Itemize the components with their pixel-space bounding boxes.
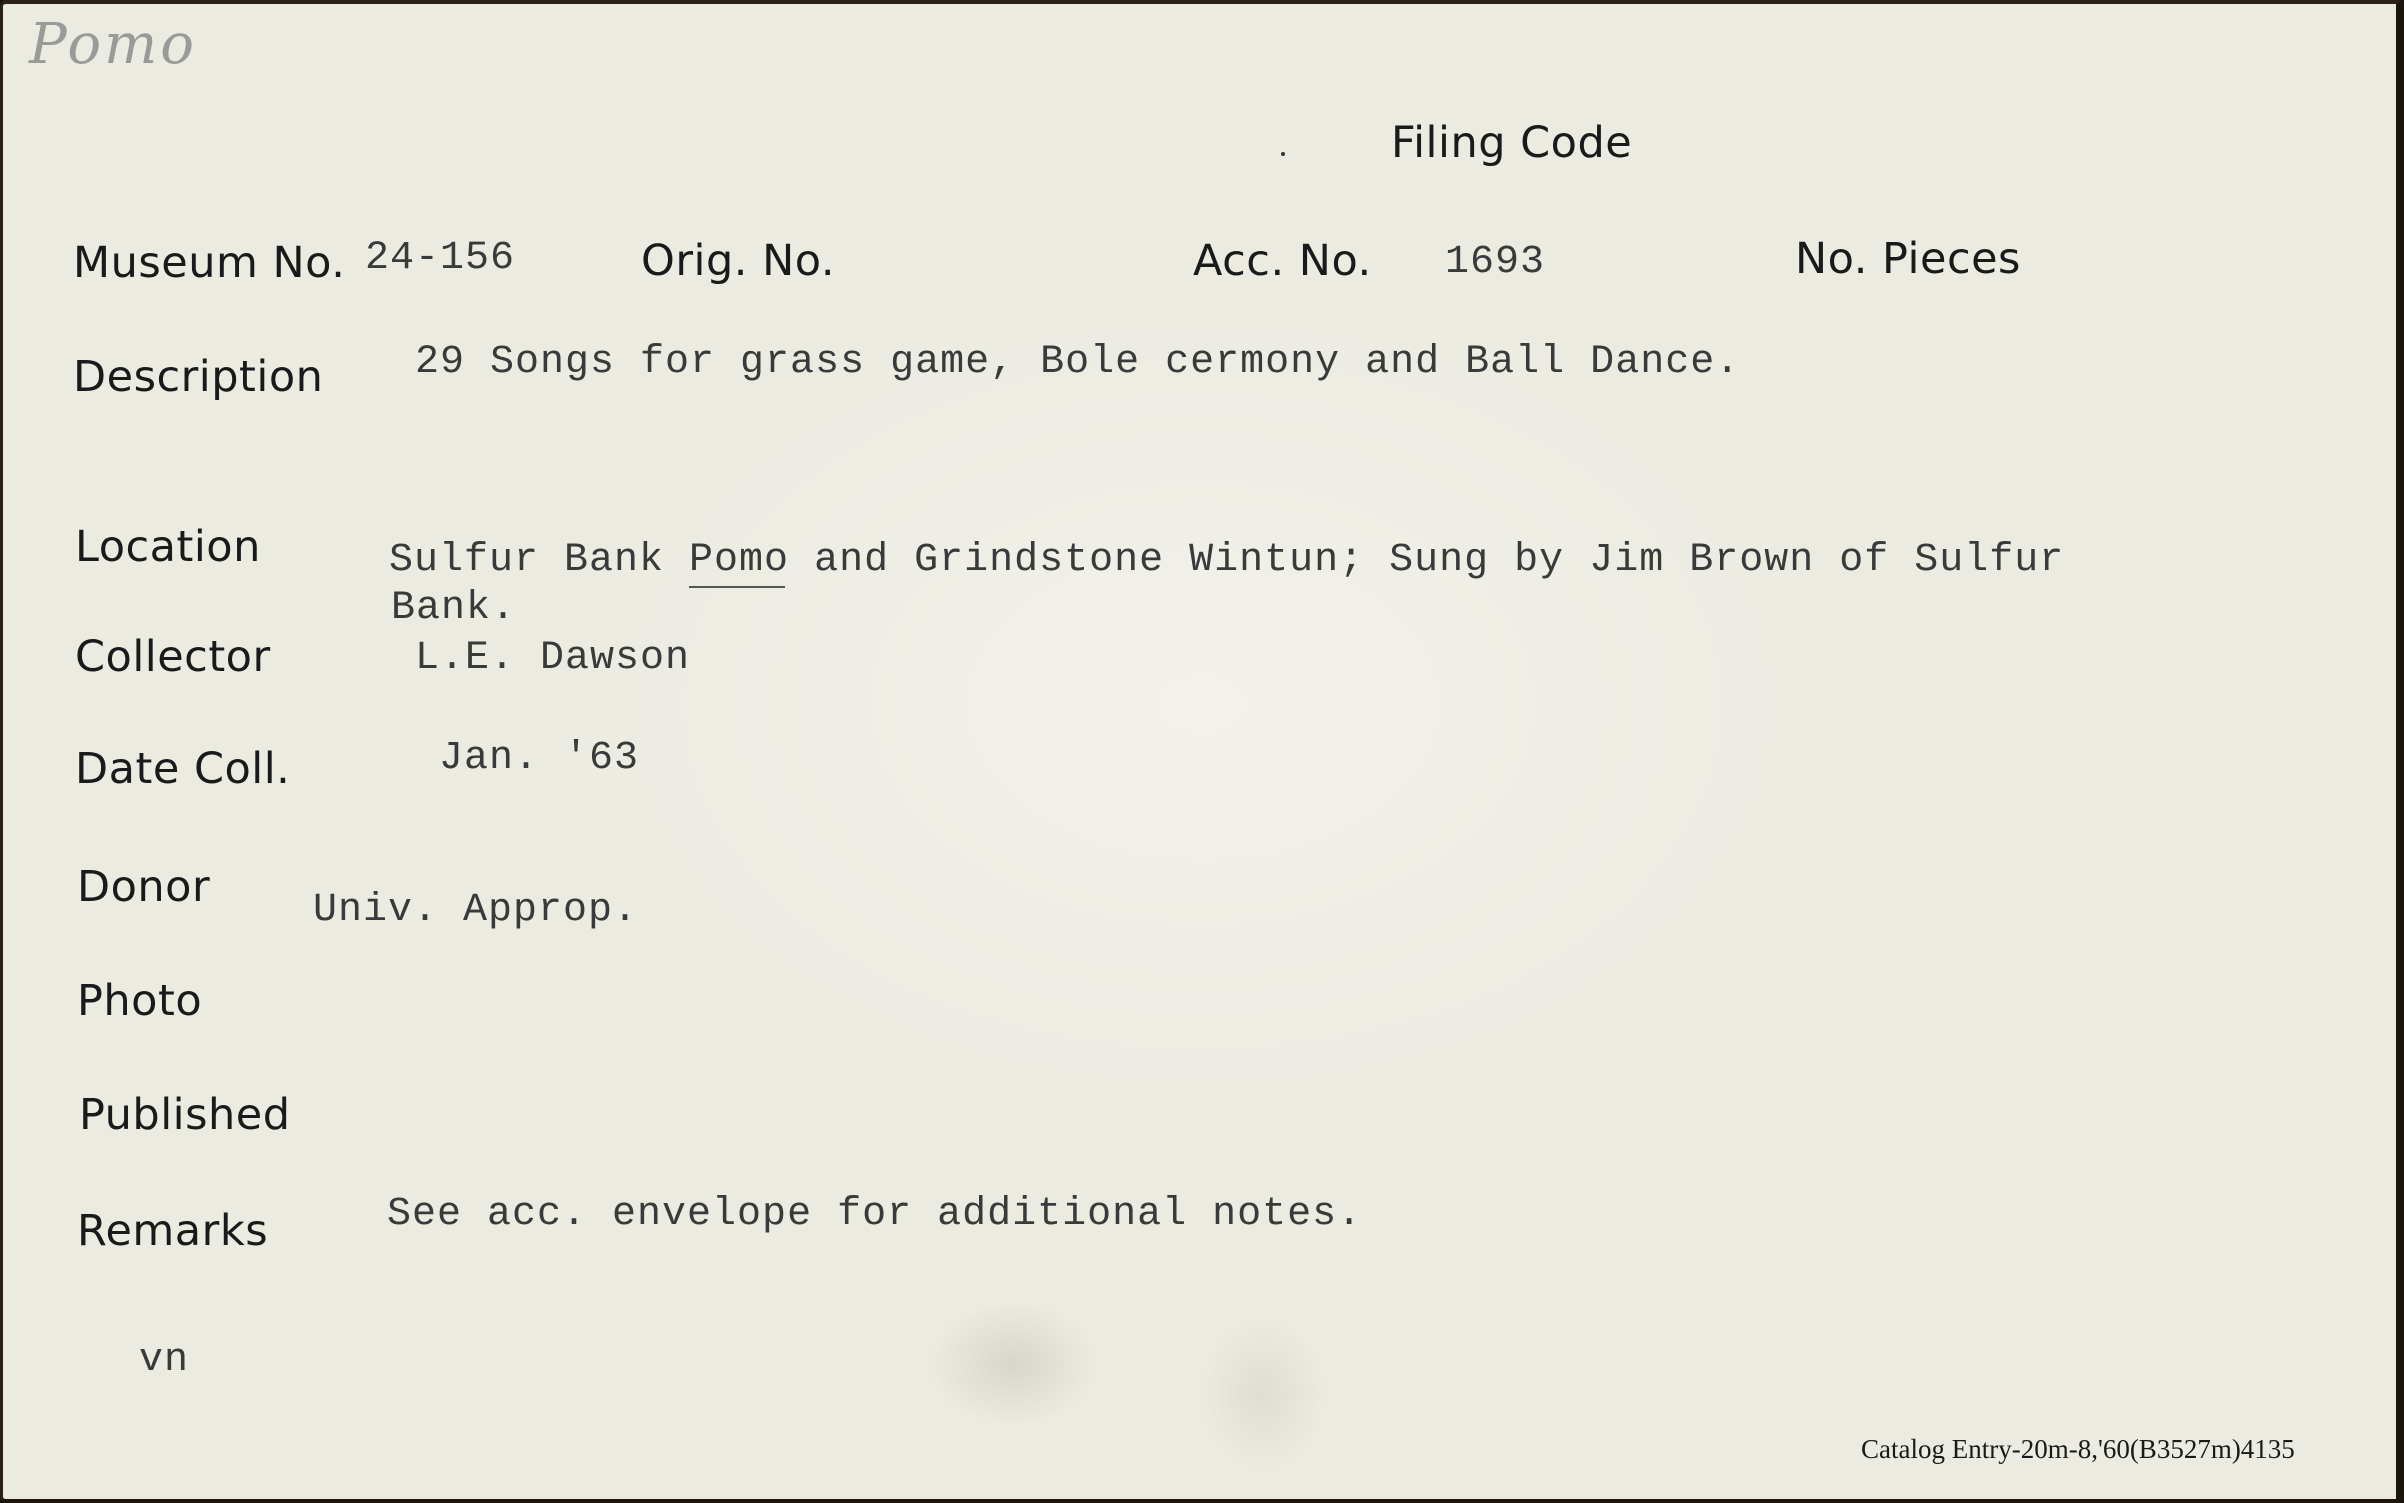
date-coll-label: Date Coll. — [75, 744, 291, 794]
initials: vn — [139, 1338, 190, 1383]
location-text-end: and Grindstone Wintun; Sung by Jim Brown of Sulfur — [789, 538, 2065, 583]
orig-no-label: Orig. No. — [641, 236, 835, 286]
remarks-label: Remarks — [77, 1206, 269, 1256]
donor-label: Donor — [77, 862, 211, 912]
description-label: Description — [73, 352, 324, 402]
location-value-line1 — [389, 538, 2064, 583]
acc-no-label: Acc. No. — [1193, 236, 1372, 286]
published-label: Published — [79, 1090, 291, 1140]
no-pieces-label: No. Pieces — [1795, 234, 2021, 284]
date-coll-value: Jan. '63 — [439, 736, 640, 781]
collector-value: L.E. Dawson — [415, 636, 691, 681]
collector-label: Collector — [75, 632, 271, 682]
remarks-value: See acc. envelope for additional notes. — [387, 1192, 1363, 1237]
ink-speck — [1281, 152, 1285, 156]
location-label: Location — [75, 522, 261, 572]
location-value-line2: Bank. — [391, 586, 517, 631]
filing-code-label: Filing Code — [1391, 118, 1633, 168]
pencil-note: Pomo — [29, 12, 197, 77]
acc-no-value: 1693 — [1445, 240, 1546, 285]
catalog-footer: Catalog Entry-20m-8,'60(B3527m)4135 — [1861, 1434, 2295, 1464]
location-underlined-word: Pomo — [689, 538, 790, 583]
location-text-start: Sulfur Bank — [389, 538, 690, 583]
description-value: 29 Songs for grass game, Bole cermony and Ball Dance. — [415, 340, 1741, 385]
donor-value: Univ. Approp. — [313, 888, 639, 933]
pencil-underline — [689, 586, 785, 588]
photo-label: Photo — [77, 976, 203, 1026]
museum-no-value: 24-156 — [365, 236, 516, 281]
museum-no-label: Museum No. — [73, 238, 346, 288]
